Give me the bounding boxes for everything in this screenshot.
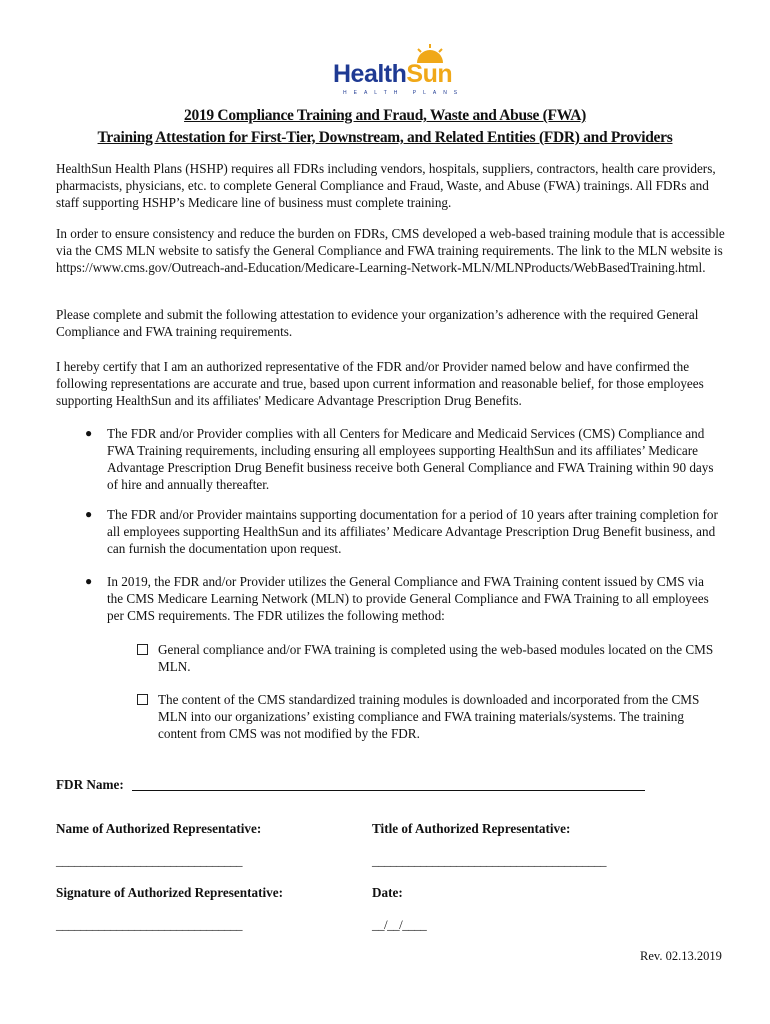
instruction-paragraph: Please complete and submit the following attestation to evidence your organization’s adherence with the required General Compliance and FWA training requirements. xyxy=(56,307,699,339)
training-option-web-modules xyxy=(158,641,718,675)
bullet-dot-icon: ● xyxy=(85,507,93,521)
certification-paragraph: I hereby certify that I am an authorized representative of the FDR and/or Provider named below and have confirmed the following representations are accurate and true, based upon current information and reasonable belief, for those employees supporting HealthSun and its affiliates' Medicare Advantage Prescription Drug Benefits. xyxy=(56,359,704,408)
bullet-dot-icon: ● xyxy=(85,574,93,588)
document-title-line-1: 2019 Compliance Training and Fraud, Waste and Abuse (FWA) xyxy=(184,107,586,124)
revision-date: Rev. 02.13.2019 xyxy=(640,949,722,963)
bullet-item xyxy=(85,425,722,493)
bullet-item xyxy=(85,506,722,557)
logo-subtitle: HEALTH PLANS xyxy=(343,90,465,96)
intro-paragraph: HealthSun Health Plans (HSHP) requires all FDRs including vendors, hospitals, suppliers, contractors, health care providers, pharmacists, physicians, etc. to complete General Compliance and Fraud, Waste, and Abuse (FWA) trainings. All FDRs and staff supporting HSHP’s Medicare line of business must complete training. xyxy=(56,161,716,210)
web-modules-checkbox[interactable] xyxy=(137,644,148,655)
rep-name-label: Name of Authorized Representative: xyxy=(56,821,262,836)
fdr-name-label: FDR Name: xyxy=(56,777,124,792)
logo-health-text: Health xyxy=(333,60,407,88)
bullet-item xyxy=(85,573,722,624)
training-option-downloaded-content xyxy=(158,691,718,742)
rep-title-field[interactable]: _______________________________________ xyxy=(372,853,606,868)
date-label: Date: xyxy=(372,885,403,900)
logo-sun-text: Sun xyxy=(406,60,453,88)
signature-label: Signature of Authorized Representative: xyxy=(56,885,283,900)
bullet-dot-icon: ● xyxy=(85,426,93,440)
logo-wordmark xyxy=(333,60,452,88)
rep-title-label: Title of Authorized Representative: xyxy=(372,821,571,836)
downloaded-content-checkbox[interactable] xyxy=(137,694,148,705)
rep-name-field[interactable]: _______________________________ xyxy=(56,853,242,868)
option-text: General compliance and/or FWA training is completed using the web-based modules located on the CMS MLN. xyxy=(158,642,714,674)
bullet-text: The FDR and/or Provider maintains supporting documentation for a period of 10 years after training completion for all employees supporting HealthSun and its affiliates’ Medicare Advantage Prescription Drug Benefit business, and can furnish the documentation upon request. xyxy=(107,507,718,556)
bullet-text: The FDR and/or Provider complies with all Centers for Medicare and Medicaid Services (CMS) Compliance and FWA Training requirements, including ensuring all employees supporting HealthSun and its affiliates’ Medicare Advantage Prescription Drug Benefit business receive both General Compliance and FWA Training within 90 days of hire and annually thereafter. xyxy=(107,426,714,492)
fdr-name-field[interactable] xyxy=(132,790,645,791)
date-field[interactable]: __/__/____ xyxy=(372,917,427,932)
healthsun-logo xyxy=(333,44,465,106)
signature-field[interactable]: _______________________________ xyxy=(56,917,242,932)
cms-mln-paragraph: In order to ensure consistency and reduce the burden on FDRs, CMS developed a web-based training module that is accessible via the CMS MLN website to satisfy the General Compliance and FWA training requirements. The link to the MLN website is https://www.cms.gov/Outreach-and-Education/Medicare-Learning-Network-MLN/MLNProducts/WebBasedTraining.html. xyxy=(56,226,725,275)
option-text: The content of the CMS standardized training modules is downloaded and incorporated from the CMS MLN into our organizations’ existing compliance and FWA training materials/systems. The training content from CMS was not modified by the FDR. xyxy=(158,692,700,741)
document-title-line-2: Training Attestation for First-Tier, Downstream, and Related Entities (FDR) and Providers xyxy=(97,129,673,146)
bullet-text: In 2019, the FDR and/or Provider utilizes the General Compliance and FWA Training content issued by CMS via the CMS Medicare Learning Network (MLN) to provide General Compliance and FWA Training to all employees per CMS requirements. The FDR utilizes the following method: xyxy=(107,574,709,623)
